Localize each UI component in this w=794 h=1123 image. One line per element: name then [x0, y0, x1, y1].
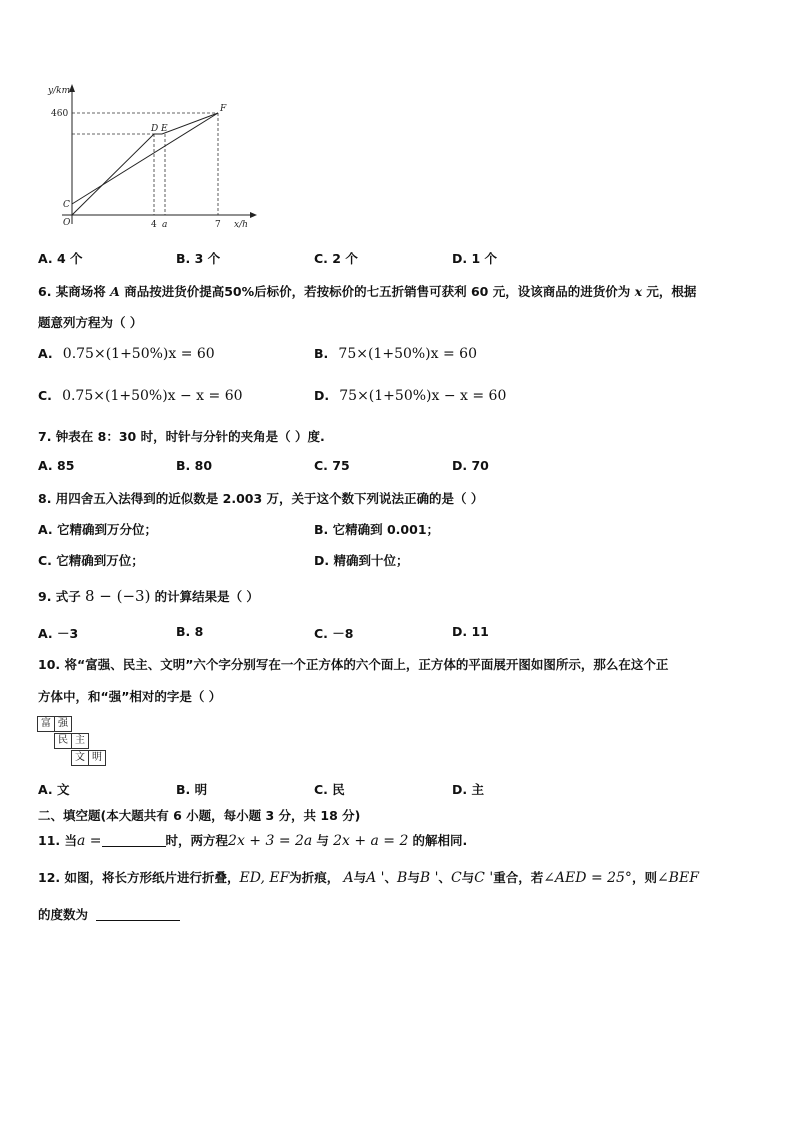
line-ode-f — [72, 113, 218, 215]
q6-option-a-label: A. — [38, 346, 53, 361]
q6-option-b — [314, 346, 477, 362]
q11-suffix: 的解相同. — [412, 833, 468, 848]
q12-point-c: C — [450, 870, 462, 886]
q12-t8: ，则 — [631, 870, 657, 885]
q10-option-b: B. 明 — [176, 782, 208, 797]
net-cell-zhu: 主 — [71, 733, 89, 749]
q12-t6: 与 — [461, 870, 475, 885]
x-axis-arrow — [250, 212, 257, 218]
q6-stem-line1 — [38, 282, 696, 300]
q5-option-b: B. 3 个 — [176, 251, 221, 266]
q5-option-a: A. 4 个 — [38, 251, 83, 266]
q8-option-a: A. 它精确到万分位； — [38, 522, 158, 537]
q6-option-a — [38, 346, 215, 362]
q10-stem-line1: 10. 将“富强、民主、文明”六个字分别写在一个正方体的六个面上，正方体的平面展开图如图所示，那么在这个正 — [38, 657, 669, 672]
q7-option-d: D. 70 — [452, 458, 489, 473]
q6-var-x: x — [634, 284, 643, 299]
distance-time-graph — [36, 80, 258, 230]
q6-option-c — [38, 388, 243, 404]
q8-option-d: D. 精确到十位； — [314, 553, 409, 568]
q6-option-d — [314, 388, 506, 404]
q6-option-d-expr: 75×(1+50%)x − x = 60 — [339, 388, 507, 404]
q12-t7: 重合，若 — [493, 870, 544, 885]
q6-option-c-expr: 0.75×(1+50%)x − x = 60 — [62, 388, 243, 404]
q9-option-a: A. －3 — [38, 626, 79, 641]
q7-option-a: A. 85 — [38, 458, 75, 473]
q9-stem — [38, 587, 259, 605]
q12-point-c1: C ' — [474, 870, 494, 886]
q6-stem-part1: 6. 某商场将 — [38, 284, 111, 299]
line-cf — [72, 113, 218, 204]
point-d: D — [151, 124, 159, 134]
q7-stem: 7. 钟表在 8：30 时，时针与分针的夹角是（ ）度. — [38, 429, 325, 444]
q10-stem-line2: 方体中，和“强”相对的字是（ ） — [38, 689, 222, 704]
point-e: E — [161, 124, 168, 134]
q12-point-a: A — [343, 870, 354, 886]
q9-option-d: D. 11 — [452, 624, 489, 639]
q11-stem — [38, 831, 467, 849]
q12-line2-text: 的度数为 — [38, 907, 89, 922]
q6-option-c-label: C. — [38, 388, 52, 403]
net-cell-qiang: 强 — [54, 716, 72, 732]
q12-prefix: 12. 如图，将长方形纸片进行折叠， — [38, 870, 240, 885]
q11-prefix: 11. 当 — [38, 833, 77, 848]
q6-option-b-expr: 75×(1+50%)x = 60 — [338, 346, 477, 362]
q9-expression: 8 − (−3) — [84, 587, 151, 605]
x-axis-label: x/h — [234, 220, 248, 230]
q12-answer-blank[interactable] — [96, 908, 180, 921]
q10-option-a: A. 文 — [38, 782, 70, 797]
x-tick-4: 4 — [151, 220, 157, 230]
x-tick-a: a — [162, 220, 168, 230]
q10-option-d: D. 主 — [452, 782, 484, 797]
q11-equation-2: 2x + a = 2 — [333, 833, 409, 849]
q12-t4: 与 — [407, 870, 420, 885]
q12-angle-bef: ∠BEF — [656, 870, 699, 886]
point-c: C — [63, 200, 70, 210]
q6-option-a-expr: 0.75×(1+50%)x = 60 — [62, 346, 215, 362]
q7-option-b: B. 80 — [176, 458, 213, 473]
q5-option-c: C. 2 个 — [314, 251, 358, 266]
q9-option-b: B. 8 — [176, 624, 204, 639]
q12-point-b1: B ' — [419, 870, 439, 886]
q6-stem-line2: 题意列方程为（ ） — [38, 315, 143, 330]
q11-answer-blank[interactable] — [102, 834, 166, 847]
q12-point-a1: A ' — [366, 870, 385, 886]
q12-point-b: B — [397, 870, 408, 886]
point-f: F — [220, 104, 227, 114]
q12-folds: ED, EF — [239, 870, 290, 886]
net-cell-wen: 文 — [71, 750, 89, 766]
q8-option-b: B. 它精确到 0.001； — [314, 522, 440, 537]
point-o: O — [63, 218, 71, 228]
q12-stem-line1 — [38, 868, 699, 886]
q8-stem: 8. 用四舍五入法得到的近似数是 2.003 万，关于这个数下列说法正确的是（ ） — [38, 491, 484, 506]
q12-t1: 为折痕， — [289, 870, 340, 885]
net-cell-fu: 富 — [37, 716, 55, 732]
x-tick-7: 7 — [215, 220, 221, 230]
q6-option-d-label: D. — [314, 388, 330, 403]
q12-t2: 与 — [353, 870, 367, 885]
q11-equation-1: 2x + 3 = 2a — [228, 833, 313, 849]
q8-option-c: C. 它精确到万位； — [38, 553, 144, 568]
q12-stem-line2 — [38, 905, 180, 923]
q11-and: 与 — [316, 833, 329, 848]
q9-stem-prefix: 9. 式子 — [38, 589, 81, 604]
section-heading-fill-in: 二、填空题(本大题共有 6 小题，每小题 3 分，共 18 分) — [38, 808, 361, 823]
q6-var-a: A — [110, 284, 120, 299]
net-cell-ming: 明 — [88, 750, 106, 766]
y-tick-460: 460 — [51, 109, 69, 119]
y-axis-label: y/km — [48, 86, 71, 96]
q11-var-eq: a = — [77, 833, 102, 849]
q6-option-b-label: B. — [314, 346, 329, 361]
q12-t3: 、 — [384, 870, 398, 885]
net-cell-min: 民 — [54, 733, 72, 749]
q6-stem-part3: 元，根据 — [642, 284, 697, 299]
q12-angle-aed: ∠AED = 25° — [543, 870, 632, 886]
q9-stem-suffix: 的计算结果是（ ） — [154, 589, 259, 604]
q11-middle: 时，两方程 — [165, 833, 229, 848]
q5-option-d: D. 1 个 — [452, 251, 498, 266]
q9-option-c: C. －8 — [314, 626, 354, 641]
q6-stem-part2: 商品按进货价提高50%后标价，若按标价的七五折销售可获利 60 元，设该商品的进货价为 — [119, 284, 635, 299]
q10-option-c: C. 民 — [314, 782, 345, 797]
q7-option-c: C. 75 — [314, 458, 350, 473]
q12-t5: 、 — [438, 870, 451, 885]
